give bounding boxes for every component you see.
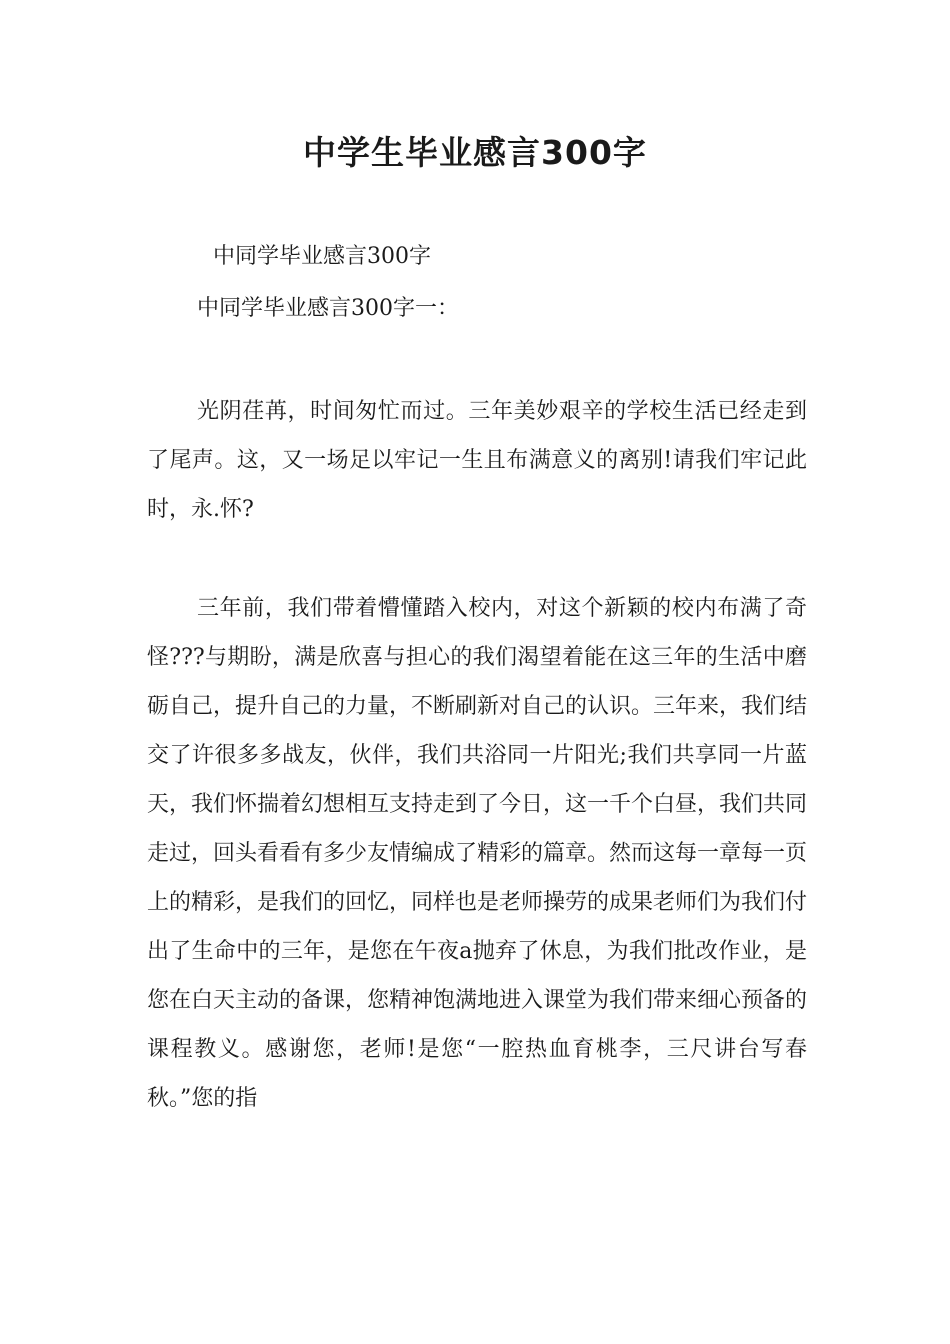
paragraph-1: 光阴荏苒，时间匆忙而过。三年美妙艰辛的学校生活已经走到了尾声。这，又一场足以牢记一生且布满意义的离别!请我们牢记此时，永.怀? <box>147 399 807 522</box>
paragraph-2: 三年前，我们带着懵懂踏入校内，对这个新颖的校内布满了奇怪???与期盼，满是欣喜与担心的我们渴望着能在这三年的生活中磨砺自己，提升自己的力量，不断刷新对自己的认识。三年来，我们结交了许很多多战友，伙伴，我们共浴同一片阳光;我们共享同一片蓝天，我们怀揣着幻想相互支持走到了今日，这一千个白昼，我们共同走过，回头看看有多少友情编成了精彩的篇章。然而这每一章每一页上的精彩，是我们的回忆，同样也是老师操劳的成果老师们为我们付出了生命中的三年，是您在午夜a抛弃了休息，为我们批改作业，是您在白天主动的备课，您精神饱满地进入课堂为我们带来细心预备的课程教义。感谢您，老师!是您“一腔热血育桃李，三尺讲台写春秋。”您的指 <box>147 596 808 1111</box>
document-subtitle: 中同学毕业感言300字 <box>213 244 431 269</box>
document-title: 中学生毕业感言300字 <box>303 133 647 172</box>
section-heading: 中同学毕业感言300字一： <box>197 296 459 321</box>
